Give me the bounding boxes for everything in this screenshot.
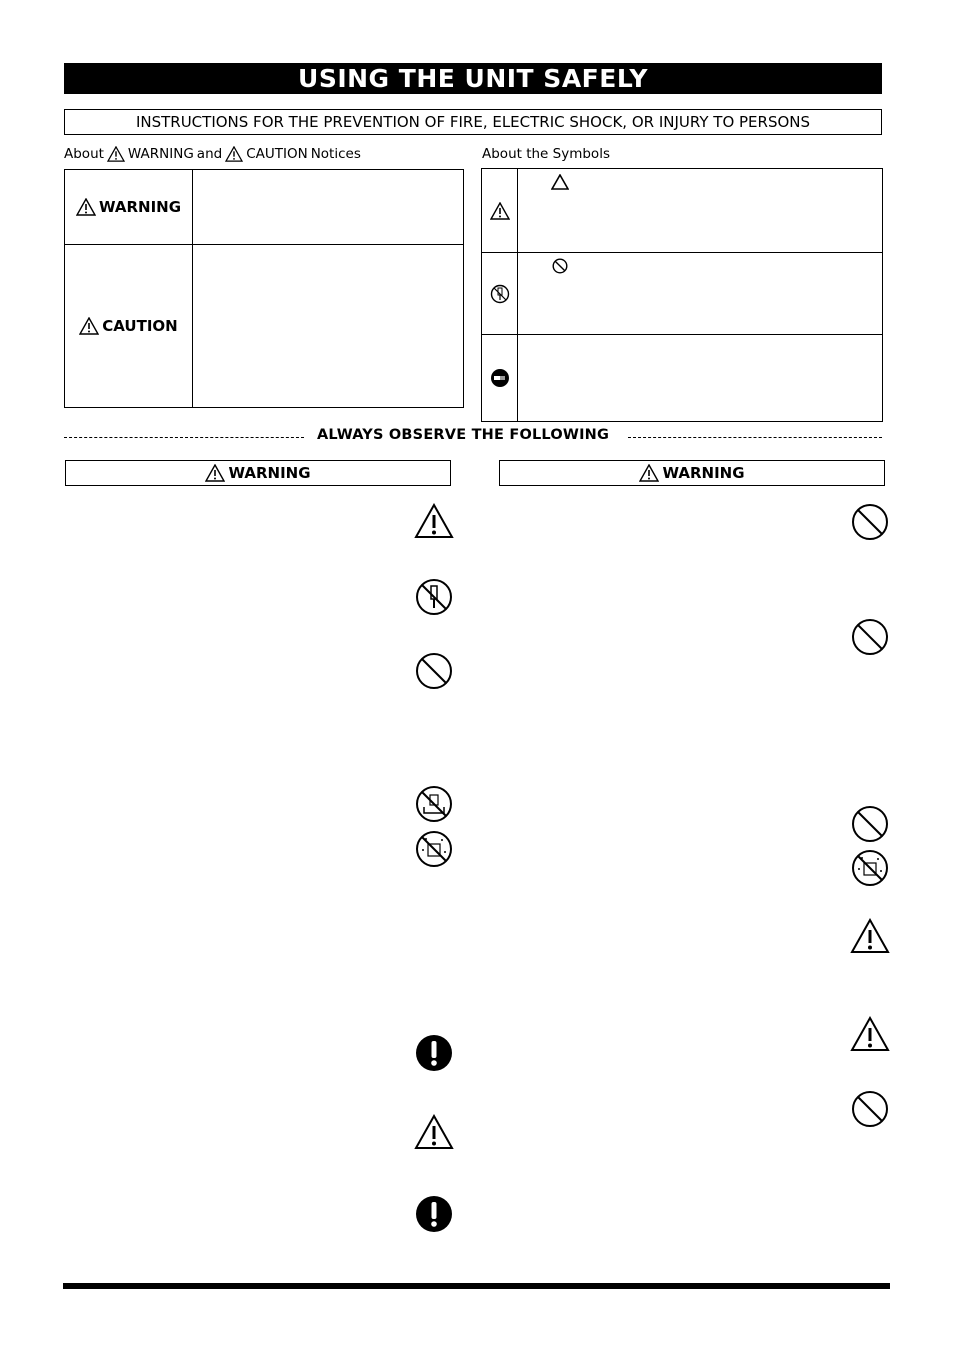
notice-label-cell xyxy=(65,245,193,407)
symbol-icon-cell xyxy=(482,253,518,334)
notices-label xyxy=(64,146,361,162)
instructions-banner: INSTRUCTIONS FOR THE PREVENTION OF FIRE, ELECTRIC SHOCK, OR INJURY TO PERSONS xyxy=(64,109,882,135)
prohibited-icon xyxy=(851,503,889,541)
mandatory-action-icon xyxy=(415,1195,453,1233)
no-water-splash-icon xyxy=(415,830,453,868)
warning-triangle-icon xyxy=(79,317,99,335)
divider-right xyxy=(628,437,882,438)
notices-label-and: and xyxy=(196,146,223,162)
notice-row-warning xyxy=(65,170,463,245)
prohibited-icon xyxy=(415,652,453,690)
caution-triangle-icon xyxy=(850,918,890,954)
warning-triangle-icon xyxy=(225,146,243,162)
unplug-icon xyxy=(490,368,510,388)
page-title: USING THE UNIT SAFELY xyxy=(64,63,882,94)
caution-triangle-icon xyxy=(850,1016,890,1052)
symbol-icon-cell xyxy=(482,335,518,421)
caution-triangle-icon xyxy=(414,1114,454,1150)
notice-label: CAUTION xyxy=(102,317,178,335)
notices-label-notices: Notices xyxy=(310,146,361,162)
notices-label-caution: CAUTION xyxy=(246,146,308,162)
no-water-splash-icon xyxy=(851,849,889,887)
warning-heading-right xyxy=(499,460,885,486)
prohibited-symbol-icon xyxy=(552,258,568,274)
symbols-table xyxy=(481,168,883,422)
warning-triangle-icon xyxy=(107,146,125,162)
always-observe-heading: ALWAYS OBSERVE THE FOLLOWING xyxy=(317,427,610,443)
no-disassembly-icon xyxy=(415,578,453,616)
caution-triangle-icon xyxy=(414,503,454,539)
prohibited-icon xyxy=(851,805,889,843)
prohibited-icon xyxy=(851,618,889,656)
notices-table xyxy=(64,169,464,408)
prohibited-icon xyxy=(851,1090,889,1128)
footer-rule xyxy=(63,1283,890,1289)
mandatory-action-icon xyxy=(415,1034,453,1072)
notice-label-cell xyxy=(65,170,193,244)
notice-row-caution xyxy=(65,245,463,407)
warning-heading-left xyxy=(65,460,451,486)
no-bath-icon xyxy=(415,785,453,823)
triangle-symbol-icon xyxy=(551,174,569,190)
symbol-row xyxy=(482,335,882,421)
notices-label-about: About xyxy=(64,146,104,162)
notice-label: WARNING xyxy=(98,198,182,216)
warning-heading-label: WARNING xyxy=(662,464,745,482)
warning-triangle-icon xyxy=(490,202,510,220)
warning-heading-label: WARNING xyxy=(228,464,311,482)
no-disassembly-icon xyxy=(490,284,510,304)
symbol-icon-cell xyxy=(482,169,518,252)
notices-label-warning: WARNING xyxy=(127,146,194,162)
divider-left xyxy=(64,437,304,438)
symbol-row xyxy=(482,169,882,253)
warning-triangle-icon xyxy=(76,198,96,216)
warning-triangle-icon xyxy=(205,464,225,482)
symbols-label: About the Symbols xyxy=(482,146,610,162)
symbol-row xyxy=(482,253,882,335)
warning-triangle-icon xyxy=(639,464,659,482)
